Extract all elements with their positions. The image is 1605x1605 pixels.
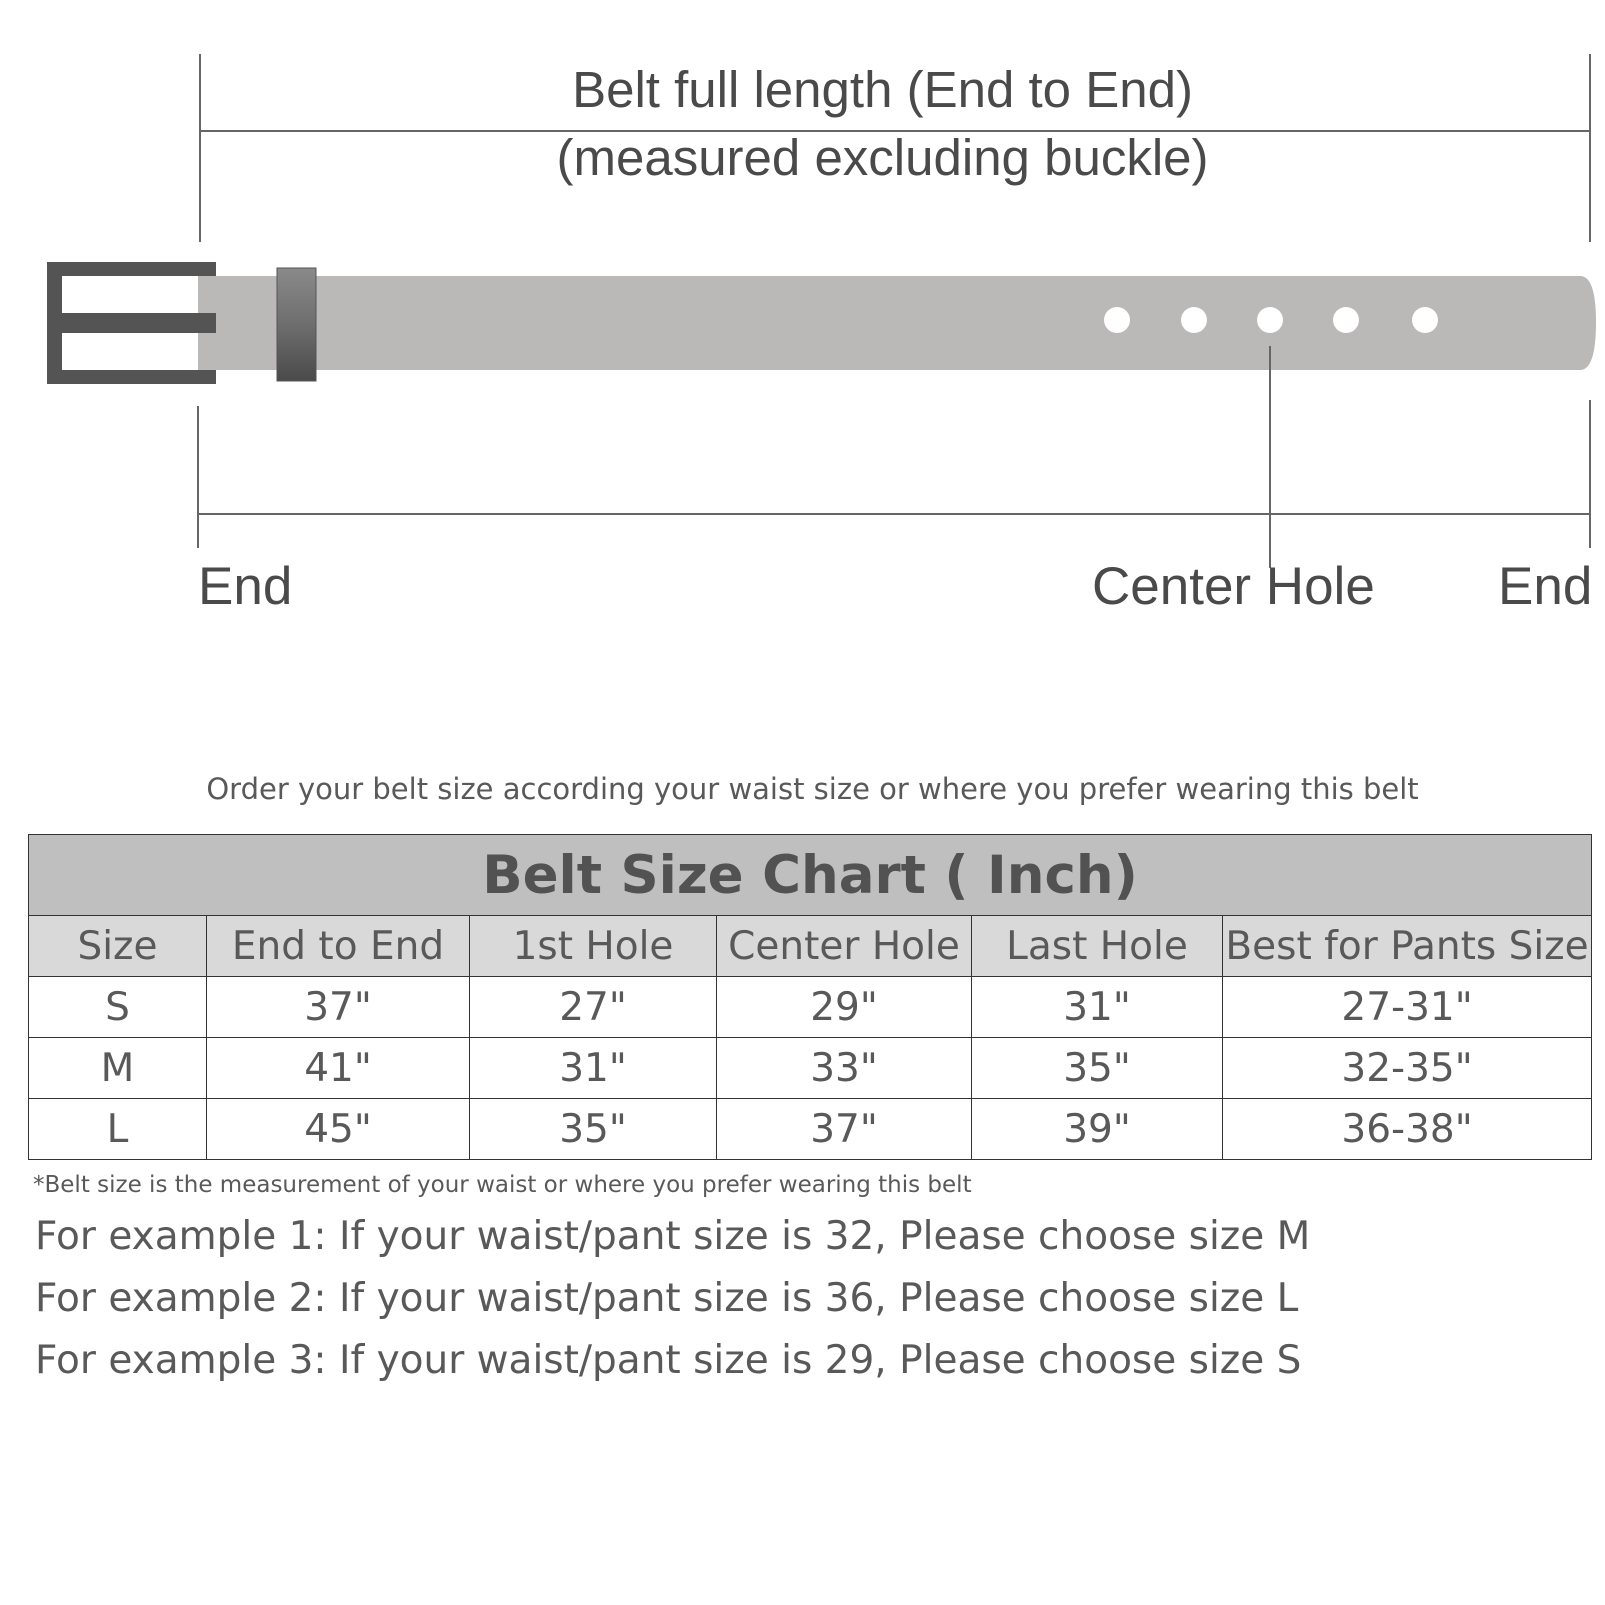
- cell-end-to-end: 37": [207, 977, 470, 1038]
- header-end-to-end: End to End: [207, 916, 470, 977]
- footnote: *Belt size is the measurement of your waist or where you prefer wearing this belt: [33, 1172, 972, 1198]
- cell-pants-size: 32-35": [1223, 1038, 1592, 1099]
- cell-last-hole: 35": [972, 1038, 1223, 1099]
- cell-center-hole: 37": [717, 1099, 972, 1160]
- belt-hole: [1104, 307, 1130, 333]
- header-pants-size: Best for Pants Size: [1223, 916, 1592, 977]
- belt-hole: [1412, 307, 1438, 333]
- cell-center-hole: 29": [717, 977, 972, 1038]
- instruction-text: Order your belt size according your waist size or where you prefer wearing this belt: [206, 772, 1419, 806]
- cell-first-hole: 31": [470, 1038, 717, 1099]
- table-row: [29, 1099, 1592, 1160]
- belt-diagram: [0, 0, 1605, 640]
- example-3: For example 3: If your waist/pant size is 29, Please choose size S: [35, 1338, 1302, 1383]
- full-length-subtitle: (measured excluding buckle): [556, 129, 1209, 186]
- header-last-hole: Last Hole: [972, 916, 1223, 977]
- belt-size-table: [28, 834, 1592, 1160]
- cell-size: L: [29, 1099, 207, 1160]
- full-length-title: Belt full length (End to End): [572, 61, 1193, 118]
- example-1: For example 1: If your waist/pant size is 32, Please choose size M: [35, 1214, 1311, 1259]
- cell-center-hole: 33": [717, 1038, 972, 1099]
- belt-keeper: [277, 268, 316, 381]
- table-title: Belt Size Chart ( Inch): [29, 835, 1592, 916]
- cell-end-to-end: 41": [207, 1038, 470, 1099]
- table-row: [29, 977, 1592, 1038]
- header-first-hole: 1st Hole: [470, 916, 717, 977]
- cell-size: S: [29, 977, 207, 1038]
- belt-strap: [198, 276, 1596, 370]
- cell-first-hole: 35": [470, 1099, 717, 1160]
- header-center-hole: Center Hole: [717, 916, 972, 977]
- cell-last-hole: 31": [972, 977, 1223, 1038]
- label-end-left: End: [198, 557, 293, 616]
- cell-first-hole: 27": [470, 977, 717, 1038]
- example-2: For example 2: If your waist/pant size is 36, Please choose size L: [35, 1276, 1299, 1321]
- table-row: [29, 1038, 1592, 1099]
- label-end-right: End: [1498, 557, 1593, 616]
- belt-hole: [1257, 307, 1283, 333]
- belt-hole: [1181, 307, 1207, 333]
- cell-size: M: [29, 1038, 207, 1099]
- belt-hole: [1333, 307, 1359, 333]
- cell-pants-size: 27-31": [1223, 977, 1592, 1038]
- cell-end-to-end: 45": [207, 1099, 470, 1160]
- header-size: Size: [29, 916, 207, 977]
- cell-pants-size: 36-38": [1223, 1099, 1592, 1160]
- buckle: [47, 262, 216, 384]
- cell-last-hole: 39": [972, 1099, 1223, 1160]
- label-center-hole: Center Hole: [1092, 557, 1375, 616]
